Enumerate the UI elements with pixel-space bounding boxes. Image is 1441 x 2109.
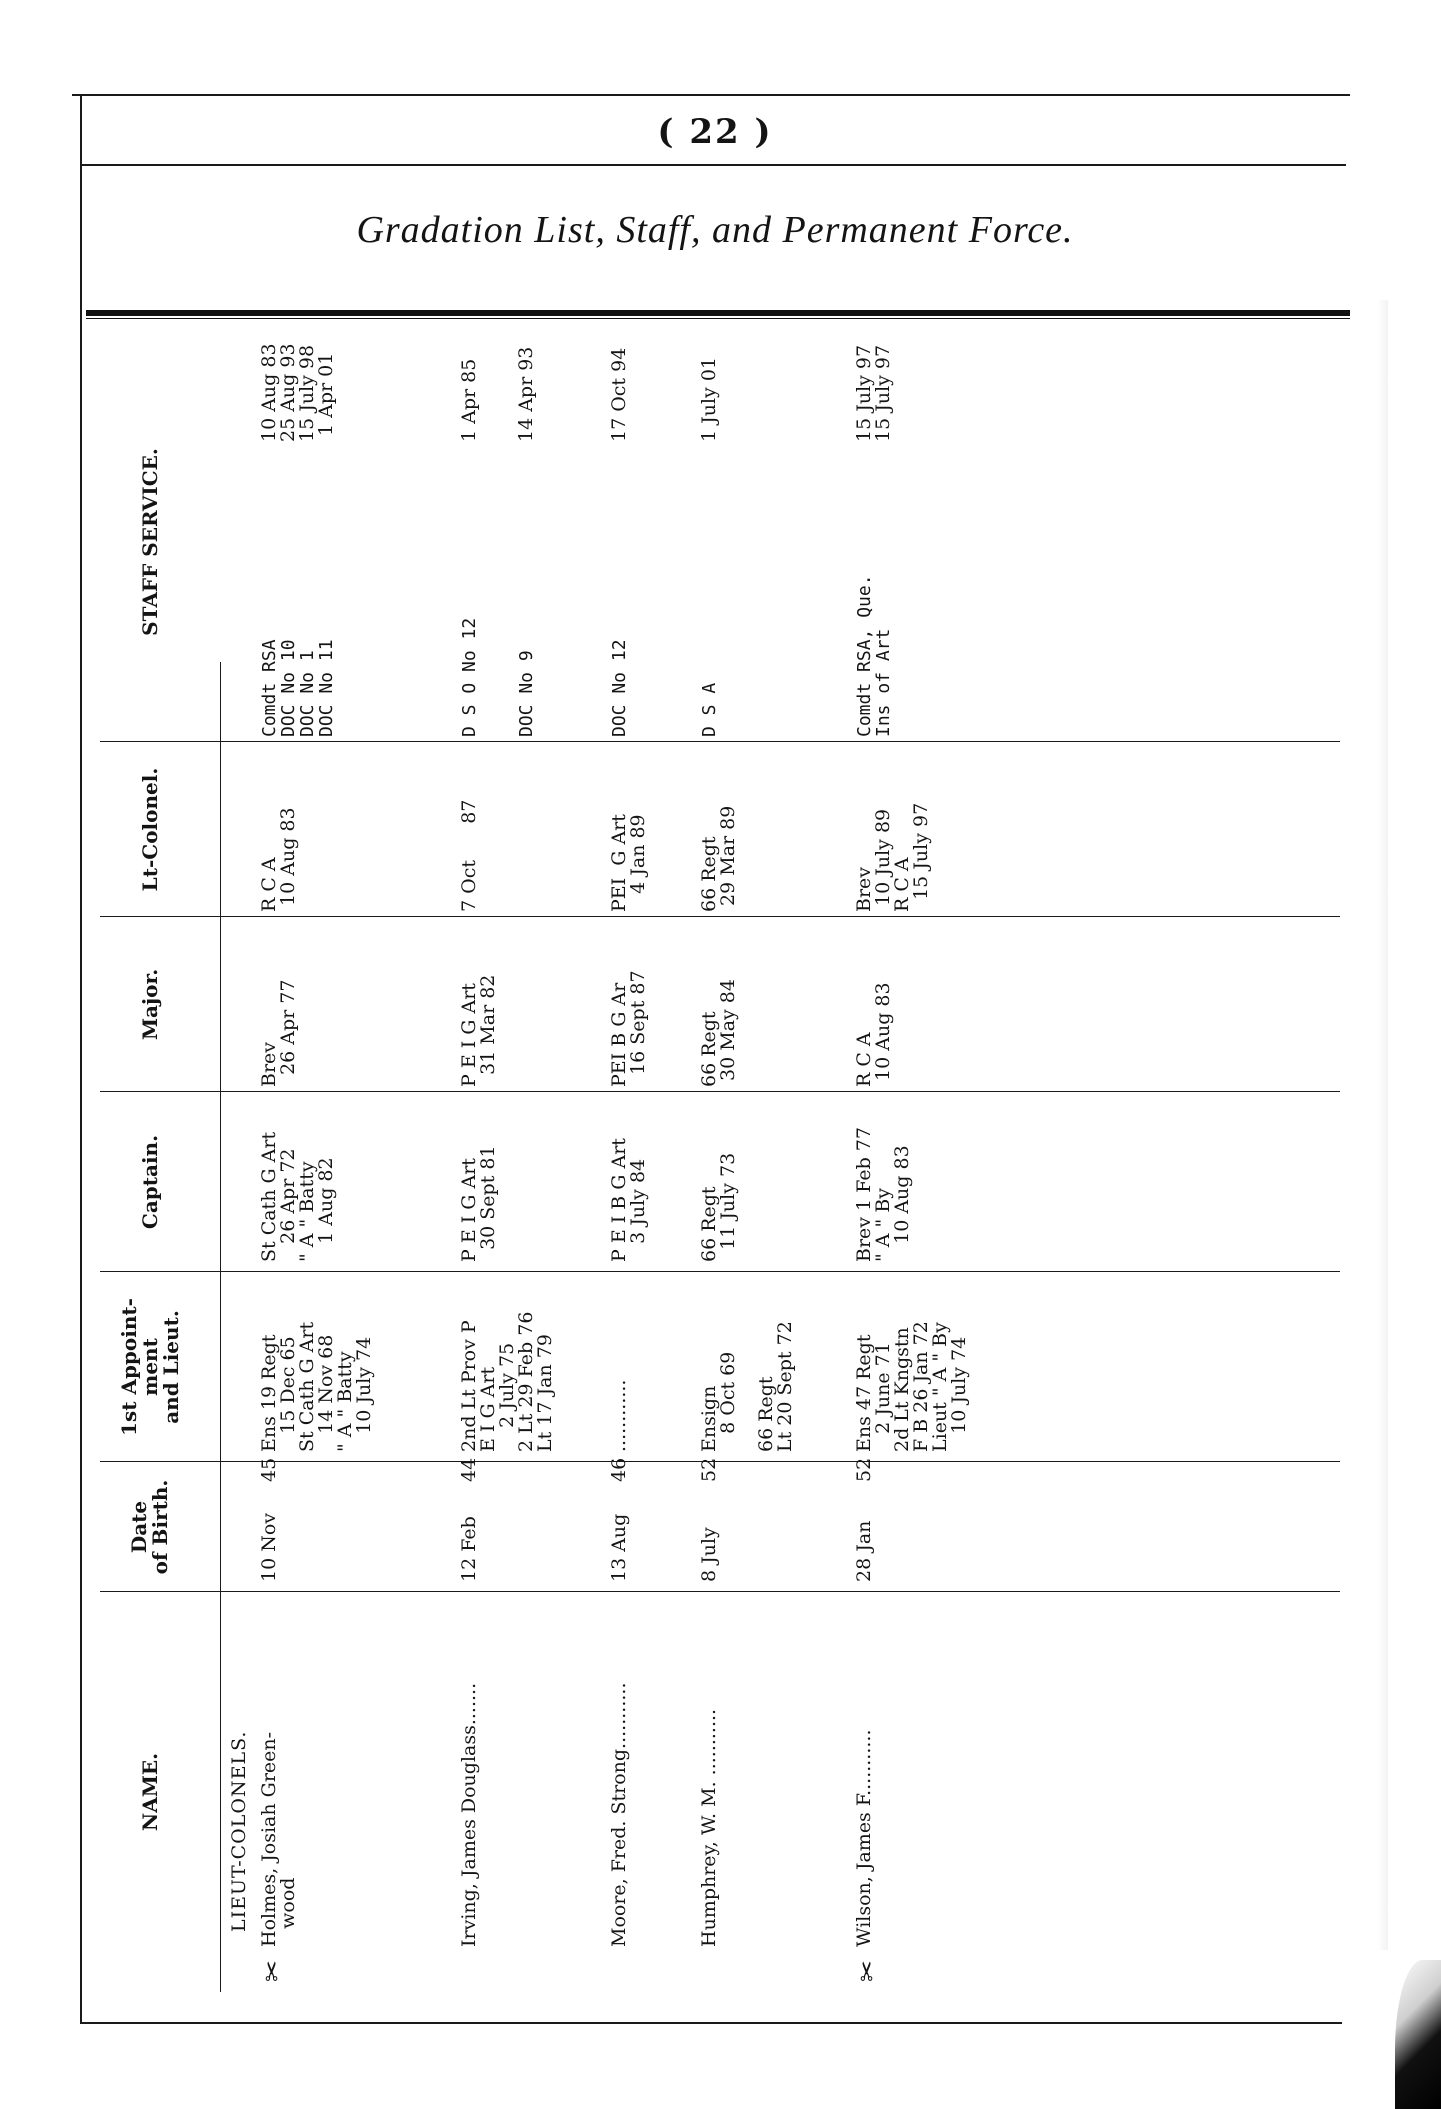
page-curl xyxy=(1395,1960,1441,2109)
col-divider xyxy=(100,1461,1340,1462)
row-staff-posts: D S O No 12 DOC No 9 xyxy=(459,617,537,737)
row-major: Brev 26 Apr 77 xyxy=(258,979,299,1087)
row-name: Holmes, Josiah Green- wood xyxy=(258,1731,299,1947)
table-top-rule-thin xyxy=(86,318,1350,319)
row-lt-colonel: R C A 10 Aug 83 xyxy=(258,807,299,912)
row-major: R C A 10 Aug 83 xyxy=(853,982,894,1087)
row-name: Irving, James Douglass....... xyxy=(458,1682,480,1947)
row-captain: 66 Regt 11 July 73 xyxy=(698,1152,739,1262)
header-separator xyxy=(220,662,221,1992)
row-captain: P E I G Art 30 Sept 81 xyxy=(458,1145,499,1262)
header-rule xyxy=(80,164,1346,166)
page-number: ( 22 ) xyxy=(657,112,773,152)
header-name: NAME. xyxy=(137,1752,162,1832)
page-border-bottom xyxy=(80,2022,1342,2024)
col-divider xyxy=(100,1271,1340,1272)
row-staff-dates: 17 Oct 94 xyxy=(608,347,630,442)
row-name: Humphrey, W. M. ........... xyxy=(698,1708,720,1947)
row-first-appointment: 2nd Lt Prov P E I G Art 2 July 75 2 Lt 29 Feb 76 Lt 17 Jan 79 xyxy=(458,1311,556,1452)
row-staff-posts: DOC No 12 xyxy=(609,639,630,737)
gradation-table xyxy=(80,322,1350,2022)
row-major: PEI B G Ar 16 Sept 87 xyxy=(608,970,649,1087)
col-divider xyxy=(100,741,1340,742)
row-lt-colonel: PEI G Art 4 Jan 89 xyxy=(608,814,649,912)
row-first-appointment: Ens 47 Regt 2 June 71 2d Lt Kngstn F B 26 Jan 72 Lieut " A " By 10 July 74 xyxy=(853,1321,970,1452)
row-captain: Brev 1 Feb 77 " A " By 10 Aug 83 xyxy=(853,1127,913,1262)
scissors-icon: ✂ xyxy=(258,1960,288,1982)
row-dob: 12 Feb xyxy=(458,1516,480,1582)
header-lt-colonel: Lt-Colonel. xyxy=(137,767,162,892)
row-first-appointment: ............ xyxy=(608,1379,630,1452)
row-major: P E I G Art 31 Mar 82 xyxy=(458,974,499,1087)
row-age: 45 xyxy=(258,1457,280,1482)
row-staff-dates: 1 Apr 85 14 Apr 93 xyxy=(458,346,537,442)
header-first-appointment: 1st Appoint- ment and Lieut. xyxy=(116,1298,183,1436)
row-major: 66 Regt 30 May 84 xyxy=(698,979,739,1087)
row-staff-dates: 1 July 01 xyxy=(698,356,720,442)
page-title: Gradation List, Staff, and Permanent Force. xyxy=(356,209,1074,251)
row-staff-dates: 10 Aug 83 25 Aug 93 15 July 98 1 Apr 01 xyxy=(258,343,337,442)
header-captain: Captain. xyxy=(137,1134,162,1230)
col-divider xyxy=(100,916,1340,917)
row-age: 52 xyxy=(698,1457,720,1482)
page-shadow xyxy=(1378,300,1388,1950)
row-first-appointment: Ensign 8 Oct 69 66 Regt Lt 20 Sept 72 xyxy=(698,1321,796,1452)
row-captain: St Cath G Art 26 Apr 72 " A " Batty 1 Aug 82 xyxy=(258,1131,337,1262)
row-lt-colonel: 7 Oct 87 xyxy=(458,799,480,912)
row-age: 44 xyxy=(458,1457,480,1482)
row-captain: P E I B G Art 3 July 84 xyxy=(608,1138,649,1262)
row-staff-posts: Comdt RSA DOC No 10 DOC No 1 DOC No 11 xyxy=(259,639,337,737)
table-top-rule xyxy=(86,310,1350,316)
row-lt-colonel: 66 Regt 29 Mar 89 xyxy=(698,805,739,912)
row-lt-colonel: Brev 10 July 89 R C A 15 July 97 xyxy=(853,802,932,912)
page-header xyxy=(80,94,1350,164)
scissors-icon: ✂ xyxy=(853,1960,883,1982)
row-dob: 10 Nov xyxy=(258,1512,280,1582)
header-dob: Date of Birth. xyxy=(127,1479,172,1575)
row-staff-posts: D S A xyxy=(699,682,720,737)
row-age: 46 xyxy=(608,1457,630,1482)
row-dob: 13 Aug xyxy=(608,1513,630,1582)
header-staff-service: STAFF SERVICE. xyxy=(137,448,162,636)
row-staff-dates: 15 July 97 15 July 97 xyxy=(853,344,894,442)
row-age: 52 xyxy=(853,1457,875,1482)
row-staff-posts: Comdt RSA, Que. Ins of Art xyxy=(854,574,894,737)
row-name: Wilson, James F........... xyxy=(853,1729,875,1947)
row-first-appointment: Ens 19 Regt 15 Dec 65 St Cath G Art 14 Nov 68 " A " Batty 10 July 74 xyxy=(258,1321,375,1452)
header-major: Major. xyxy=(137,968,162,1041)
section-heading: LIEUT-COLONELS. xyxy=(228,1730,250,1932)
row-dob: 28 Jan xyxy=(853,1520,875,1582)
col-divider xyxy=(100,1591,1340,1592)
row-name: Moore, Fred. Strong........... xyxy=(608,1682,630,1947)
row-dob: 8 July xyxy=(698,1527,720,1582)
col-divider xyxy=(100,1091,1340,1092)
